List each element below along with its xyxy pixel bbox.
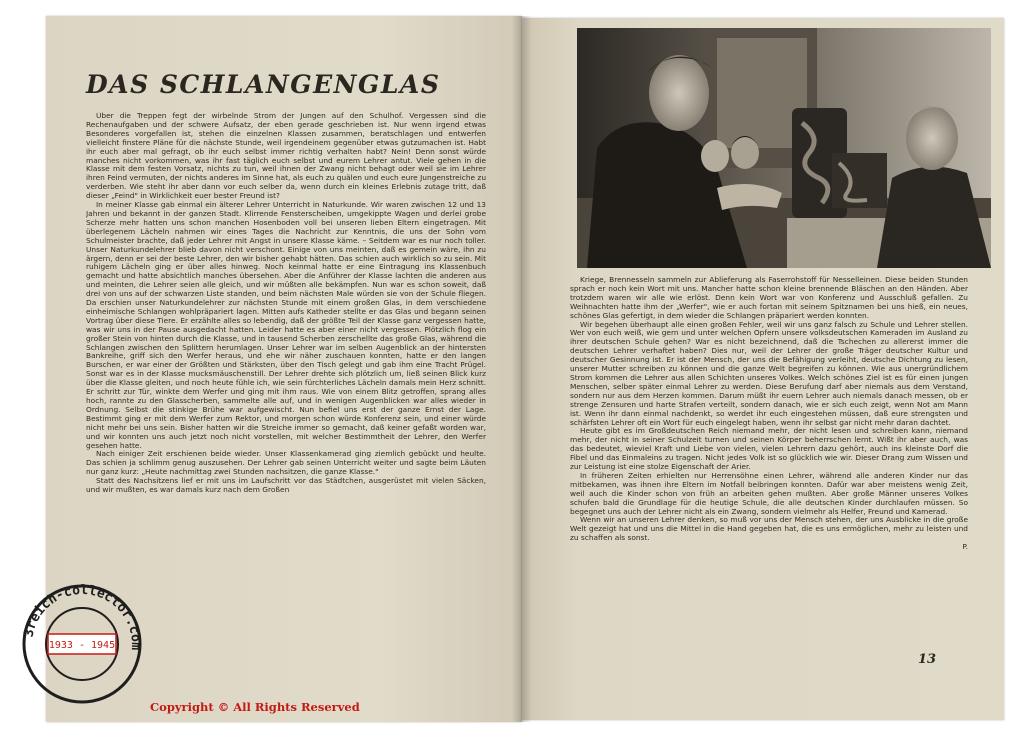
paragraph: In meiner Klasse gab einmal ein älterer Lehrer Unterricht in Naturkunde. Wir waren zwischen 12 und 13 Jahren und bekannt in der ganzen Stadt. Klirrende Fensterscheiben, umgekippte Wagen und derlei grobe Scherze mehr hatten uns schon manchen Hosenboden voll bei unseren lieben Eltern eingetragen. Mit überlegenem Lächeln nahmen wir eines Tages die Nachricht zur Kenntnis, die uns der Sohn vom Schulmeister brachte, daß jeder Lehrer mit Angst in unsere Klasse käme. – Seitdem war es nur noch toller. Unser Naturkundelehrer blieb davon nicht verschont. Einige von uns meinten, daß es gemein wäre, ihn zu ärgern, denn er sei der beste Lehrer, den wir bisher gehabt hätten. Das schien auch wirklich so zu sein. Mit ruhigem Lächeln ging er über alles hinweg. Noch keinmal hatte er eine Eintragung ins Klassenbuch gemacht und hatte absichtlich manches übersehen. Aber die Anführer der Klasse lachten die anderen aus und meinten, die Lehrer seien alle gleich, und wir müßten alle bekämpfen. Nun war es schon soweit, daß drei von uns auf der schwarzen Liste standen, und beim nächsten Male würden sie von der Schule fliegen. Da erschien unser Naturkundelehrer zur nächsten Stunde mit einem großen Glas, in dem verschiedene einheimische Schlangen wohlpräpariert lagen. Mitten aufs Katheder stellte er das Glas und begann seinen Vortrag über diese Tiere. Er erzählte alles so lebendig, daß der größte Teil der Klasse ganz vergessen hatte, was wir uns in der Pause ausgedacht hatten. Leider hatte es aber einer nicht vergessen. Plötzlich flog ein großer Stein von hinten durch die Klasse, und in tausend Scherben zerschellte das große Glas, während die Schlangen zwischen den Splittern herumlagen. Unser Lehrer war im selben Augenblick an der hintersten Bankreihe, griff sich den Werfer heraus, und ehe wir näher zuschauen konnten, hatte er den langen Burschen, er war einer der Größten und Stärksten, über den Tisch gelegt und gab ihm eine Tracht Prügel. Sonst war es in der Klasse mucksmäuschenstill. Der Lehrer drehte sich plötzlich um, ließ seinen Blick kurz über die Klasse gleiten, und noch heute fühle ich, wie sein fürchterliches Lächeln damals mein Herz schnitt. Er schritt zur Tür, winkte dem Werfer und ging mit ihm raus. Wie von einem Blitz getroffen, sprang alles hoch, rannte zu den Glasscherben, sammelte alle auf, und in wenigen Augenblicken war alles wieder in Ordnung. Selbst die stinkige Brühe war aufgewischt. Nun befiel uns erst der ganze Ernst der Lage. Bestimmt ging er mit dem Werfer zum Rektor, und morgen schon würde Konferenz sein, und einer würde nicht mehr bei uns sein. Bisher hatten wir die Streiche immer so gemacht, daß keiner gefaßt worden war, und wir konnten uns auch jetzt noch nicht vorstellen, mit welcher Bestimmtheit der Lehrer, den Werfer gesehen hatte.	[86, 200, 486, 450]
booklet-gutter	[512, 16, 532, 722]
paragraph: Kriege, Brennesseln sammeln zur Ablieferung als Faserrohstoff für Nesselleinen. Diese beiden Stunden sprach er noch kein Wort mit uns. Mancher hatte schon kleine brennende Bläschen an den Händen. Aber trotzdem waren wir alle wie erlöst. Denn kein Wort war von Konferenz und Ausschluß gefallen. Zu Weihnachten hatte ihm der „Werfer", wie er auch fortan mit seinem Spitznamen bei uns hieß, ein neues, schönes Glas gefertigt, in dem wieder die Schlangen präpariert werden konnten.	[570, 276, 968, 320]
watermark-stamp-icon	[18, 580, 146, 708]
stamp-site-text: 3reich-collector.com	[21, 582, 144, 651]
page-number: 13	[918, 652, 937, 667]
paragraph: In früheren Zeiten erhielten nur Herrensöhne einen Lehrer, während alle anderen Kinder nur das mitbekamen, was ihnen ihre Eltern im Notfall beibringen konnten. Dafür war aber meistens wenig Zeit, weil auch die Kinder schon von früh an arbeiten gehen mußten. Aber große Männer unseres Volkes schufen bald die Grundlage für die heutige Schule, die alle deutschen Kinder durchlaufen müssen. So begegnet uns auch der Lehrer nicht als ein Zwang, sondern vielmehr als Helfer, Freund und Kamerad.	[570, 470, 968, 516]
photograph	[577, 28, 991, 268]
article-title: DAS SCHLANGENGLAS	[86, 70, 441, 99]
stamp-years-text: 1933 - 1945	[48, 640, 116, 651]
paragraph: Nach einiger Zeit erschienen beide wieder. Unser Klassenkamerad ging ziemlich gebückt und heulte. Das schien ja schlimm genug auszusehen. Der Lehrer gab seinen Unterricht weiter und sagte beim Läuten nur ganz kurz: „Heute nachmittag zwei Stunden nachsitzen, die ganze Klasse."	[86, 449, 486, 477]
paragraph: Heute gibt es im Großdeutschen Reich niemand mehr, der nicht lesen und schreiben kann, niemand mehr, der nicht in seiner Schulzeit turnen und seinen Körper beherrschen lernt. Wißt ihr aber auch, was das bedeutet, wieviel Kraft und Liebe von vielen, vielen Lehrern dazu gehört, auch ins kleinste Dorf die Fibel und das Einmaleins zu tragen. Nicht jedes Volk ist so glücklich wie wir. Dieser Drang zum Wissen und zur Leistung ist eine stolze Eigenschaft der Arier.	[570, 426, 968, 472]
right-column-text	[570, 276, 968, 696]
paragraph: Über die Treppen fegt der wirbelnde Strom der Jungen auf den Schulhof. Vergessen sind die Rechenaufgaben und der schwere Aufsatz, der eben gerade geschrieben ist. Nur wenn irgend etwas Besonderes vorgefallen ist, stehen die einzelnen Klassen zusammen, beratschlagen und entwerfen vielleicht finstere Pläne für die nächste Stunde, weil irgendeinem gegenüber etwas gutzumachen ist. Habt ihr euch aber mal gefragt, ob ihr euch selbst immer richtig verhalten habt? Nein! Denn sonst würde manches nicht vorkommen, was ihr fast täglich euch selbst und eurem Lehrer antut. Viele gehen in die Klasse mit dem festen Vorsatz, nichts zu tun, weil ihnen der Zwang nicht behagt oder weil sie im Lehrer ihren Feind vermuten, der nichts anderes im Sinne hat, als euch zu quälen und euch eure Jungenstreiche zu verderben. Wie steht ihr aber dann vor euch selber da, wenn durch ein kleines Erlebnis zutage tritt, daß dieser „Feind" in Wirklichkeit euer bester Freund ist?	[86, 112, 486, 201]
paragraph: Statt des Nachsitzens lief er mit uns im Laufschritt vor das Städtchen, ausgerüstet mit vielen Säcken, und wir mußten, es war damals kurz nach dem Großen	[86, 476, 486, 495]
photograph-teacher-with-snake-jar-icon	[577, 28, 991, 268]
left-column-text	[86, 112, 486, 698]
paragraph: Wenn wir an unseren Lehrer denken, so muß vor uns der Mensch stehen, der uns Ausblicke in die große Welt gezeigt hat und uns die Mittel in die Hand gegeben hat, die es uns ermöglichen, mehr zu leisten und zu schaffen als sonst.	[570, 515, 968, 543]
copyright-notice: Copyright © All Rights Reserved	[150, 700, 360, 714]
paragraph: Wir begehen überhaupt alle einen großen Fehler, weil wir uns ganz falsch zu Schule und Lehrer stellen. Wer von euch weiß, wie gern und unter welchen Opfern unsere volksdeutschen Kameraden im Ausland zu ihrer deutschen Schule gehen? War es nicht bezeichnend, daß die Tschechen zu allererst immer die deutschen Lehrer verhaftet haben? Dies nur, weil der Lehrer der große Träger deutscher Kultur und deutscher Gesinnung ist. Er ist der Mensch, der uns die Befähigung verleiht, deutsche Dichtung zu lesen, unserer Mutter schreiben zu können und die ganze Welt begreifen zu können. Wie aus unergründlichem Strom kommen die Lehrer aus allen Schichten unseres Volkes. Welch schönes Ziel ist es für einen jungen Menschen, selber später einmal Lehrer zu werden. Diese Berufung darf aber niemals aus dem Verstand, sondern nur aus dem Herzen kommen. Darum müßt ihr euern Lehrer auch niemals danach messen, ob er strenge Zensuren und harte Strafen verteilt, sondern danach, wie er sich euch zeigt, wenn Not am Mann ist. Wenn ihr dann einmal nachdenkt, so werdet ihr euch eingestehen müssen, daß eure strengsten und schärfsten Lehrer oft ein Wort für euch eingelegt haben, wenn ihr selbst gar nicht mehr daran dachtet.	[570, 319, 968, 427]
signature: P.	[962, 542, 968, 552]
